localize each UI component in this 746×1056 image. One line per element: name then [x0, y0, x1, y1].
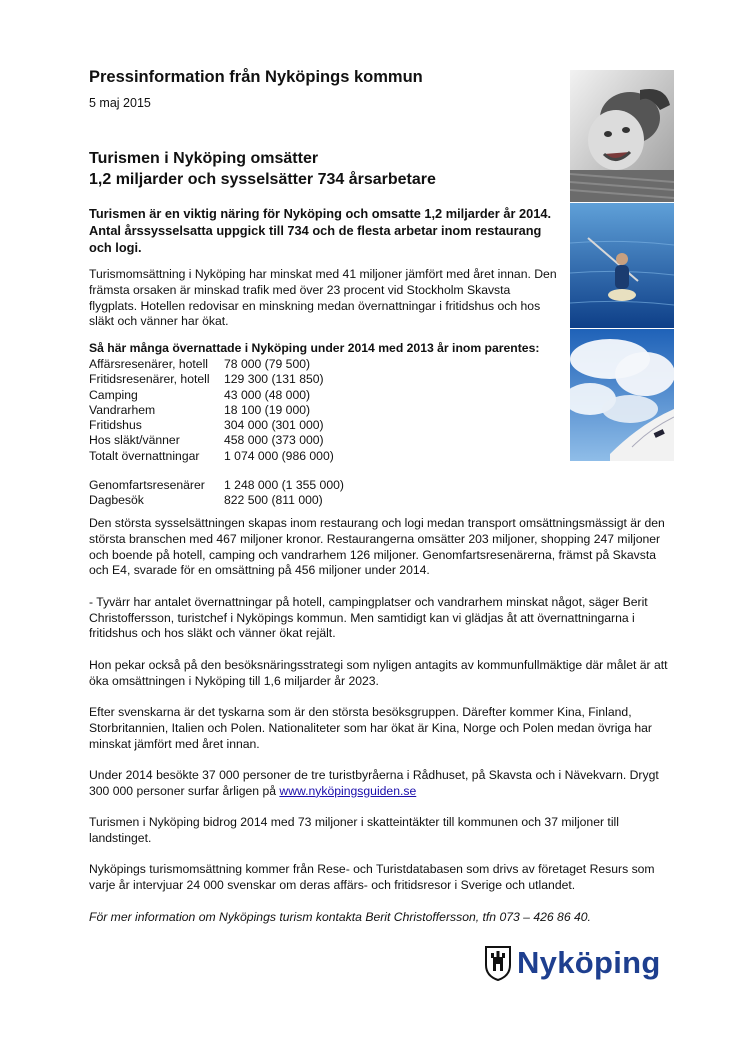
stats-label: Fritidshus [89, 418, 142, 433]
logo-text: Nyköping [517, 945, 661, 980]
body-paragraph-2: - Tyvärr har antalet övernattningar på hotell, campingplatser och vandrarhem minskat något, säger Berit Christoffersson, turistchef i Nyköpings kommun. Men samtidigt kan vi glädjas åt att övernattningarna i fritidshus och hos släkt och vänner ökat rejält. [89, 594, 648, 641]
body-paragraph-1: Den största sysselsättningen skapas inom restaurang och logi medan transport omsättningsmässigt är den största branschen med 467 miljoner kronor. Restaurangerna omsätter 203 miljoner, shopping 247 miljoner och boende på hotell, camping och vandrarhem 126 miljoner. Genomfartsresenärerna, främst på Skavsta och E4, svarade för en omsättning på 456 miljoner under 2014. [89, 516, 665, 578]
contact-info: För mer information om Nyköpings turism kontakta Berit Christoffersson, tfn 073 – 426 86 40. [89, 909, 591, 924]
stats-value: 1 248 000 (1 355 000) [224, 478, 344, 492]
stats-row [89, 403, 334, 418]
child-photo [570, 70, 674, 202]
stats-value: 129 300 (131 850) [224, 372, 324, 387]
stats-table [89, 357, 334, 464]
stats-row [89, 418, 334, 433]
municipal-crest-icon [484, 945, 512, 981]
stats-label: Genomfartsresenärer [89, 478, 205, 492]
stats-row [89, 372, 334, 387]
stats-label: Vandrarhem [89, 402, 156, 417]
kayak-photo [570, 203, 674, 328]
press-release-date: 5 maj 2015 [89, 96, 151, 110]
stats-label: Totalt övernattningar [89, 448, 200, 463]
stats-row [89, 357, 334, 372]
stats-value: 78 000 (79 500) [224, 357, 311, 371]
nykoping-logo [484, 945, 661, 981]
headline-line-2: 1,2 miljarder och sysselsätter 734 årsarbetare [89, 171, 436, 188]
nykopingsguiden-link[interactable]: www.nyköpingsguiden.se [279, 783, 417, 798]
stats-row [89, 478, 344, 493]
stats-heading: Så här många övernattade i Nyköping under 2014 med 2013 år inom parentes: [89, 341, 540, 355]
body-paragraph-7: Nyköpings turismomsättning kommer från Rese- och Turistdatabasen som drivs av företaget Resurs som varje år intervjuar 24 000 svenskar om deras affärs- och fritidsresor i Sverige och utlandet. [89, 862, 655, 893]
stats-row [89, 433, 334, 448]
stats-label: Affärsresenärer, hotell [89, 357, 209, 371]
stats-value: 822 500 (811 000) [224, 493, 323, 508]
stats-label: Camping [89, 387, 138, 402]
lead-paragraph: Turismen är en viktig näring för Nyköping och omsatte 1,2 miljarder år 2014. Antal årssysselsatta uppgick till 734 och de flesta arbetar inom restaurang och logi. [89, 206, 552, 255]
stats-value: 458 000 (373 000) [224, 433, 324, 448]
press-release-title: Pressinformation från Nyköpings kommun [89, 68, 423, 86]
stats-row [89, 388, 334, 403]
headline-line-1: Turismen i Nyköping omsätter [89, 150, 319, 167]
body-paragraph-6: Turismen i Nyköping bidrog 2014 med 73 miljoner i skatteintäkter till kommunen och 37 miljoner till landstinget. [89, 815, 619, 845]
airplane-photo [570, 329, 674, 461]
body-paragraph-4: Efter svenskarna är det tyskarna som är den största besöksgruppen. Därefter kommer Kina, Finland, Storbritannien, Italien och Polen. Nationaliteter som har ökat är Kina, Norge och Polen medan övriga har minskat jämfört med året innan. [89, 704, 652, 751]
body-paragraph-5 [89, 768, 674, 800]
stats-value: 43 000 (48 000) [224, 387, 311, 402]
body-paragraph-3: Hon pekar också på den besöksnäringsstrategi som nyligen antagits av kommunfullmäktige där målet är att öka omsättningen i Nyköping till 1,6 miljarder år 2023. [89, 657, 668, 688]
body-paragraph-5-text: Under 2014 besökte 37 000 personer de tre turistbyråerna i Rådhuset, på Skavsta och i Nävekvarn. Drygt 300 000 personer surfar årligen på [89, 767, 659, 798]
stats-label: Fritidsresenärer, hotell [89, 372, 210, 387]
article-body [89, 516, 674, 941]
stats-value: 18 100 (19 000) [224, 402, 311, 417]
headline [89, 148, 436, 190]
stats-label: Dagbesök [89, 493, 144, 508]
intro-paragraph: Turismomsättning i Nyköping har minskat med 41 miljoner jämfört med året innan. Den främsta orsaken är minskad trafik med över 23 procent vid Stockholm Skavsta flygplats. Hotellen redovisar en minskning medan övernattningar i fritidshus och hos släkt och vänner har ökat. [89, 267, 557, 329]
stats-value: 1 074 000 (986 000) [224, 448, 334, 463]
stats-extra-table [89, 478, 344, 509]
stats-label: Hos släkt/vänner [89, 433, 180, 448]
stats-row [89, 493, 344, 508]
stats-value: 304 000 (301 000) [224, 418, 324, 433]
stats-row [89, 449, 334, 464]
